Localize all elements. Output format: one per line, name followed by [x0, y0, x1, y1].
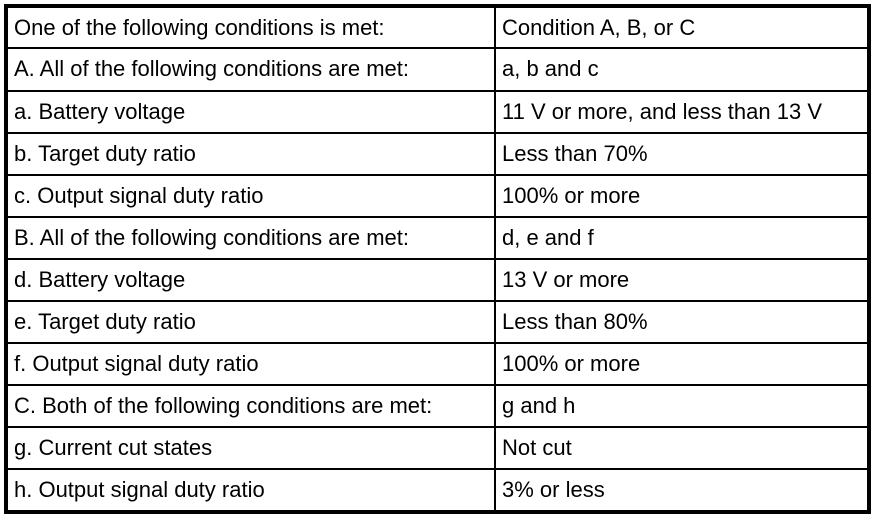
condition-cell: B. All of the following conditions are met: — [8, 217, 495, 259]
value-cell: d, e and f — [495, 217, 867, 259]
condition-cell: c. Output signal duty ratio — [8, 175, 495, 217]
value-cell: 13 V or more — [495, 259, 867, 301]
value-cell: Less than 80% — [495, 301, 867, 343]
table-row — [8, 91, 867, 133]
condition-cell: f. Output signal duty ratio — [8, 343, 495, 385]
table-row — [8, 48, 867, 90]
condition-cell: C. Both of the following conditions are met: — [8, 385, 495, 427]
value-cell: 11 V or more, and less than 13 V — [495, 91, 867, 133]
table-row — [8, 217, 867, 259]
value-cell: Condition A, B, or C — [495, 8, 867, 48]
value-cell: 3% or less — [495, 469, 867, 510]
table-row — [8, 469, 867, 510]
table-row — [8, 385, 867, 427]
condition-cell: b. Target duty ratio — [8, 133, 495, 175]
conditions-table — [8, 8, 867, 510]
condition-cell: e. Target duty ratio — [8, 301, 495, 343]
condition-cell: h. Output signal duty ratio — [8, 469, 495, 510]
table-row — [8, 259, 867, 301]
condition-cell: A. All of the following conditions are met: — [8, 48, 495, 90]
value-cell: 100% or more — [495, 343, 867, 385]
value-cell: Not cut — [495, 427, 867, 469]
value-cell: g and h — [495, 385, 867, 427]
table-row — [8, 8, 867, 48]
value-cell: a, b and c — [495, 48, 867, 90]
condition-cell: d. Battery voltage — [8, 259, 495, 301]
table-row — [8, 427, 867, 469]
table-row — [8, 175, 867, 217]
condition-cell: One of the following conditions is met: — [8, 8, 495, 48]
value-cell: Less than 70% — [495, 133, 867, 175]
value-cell: 100% or more — [495, 175, 867, 217]
conditions-table-frame — [4, 4, 871, 514]
table-row — [8, 343, 867, 385]
table-row — [8, 133, 867, 175]
table-row — [8, 301, 867, 343]
condition-cell: g. Current cut states — [8, 427, 495, 469]
condition-cell: a. Battery voltage — [8, 91, 495, 133]
